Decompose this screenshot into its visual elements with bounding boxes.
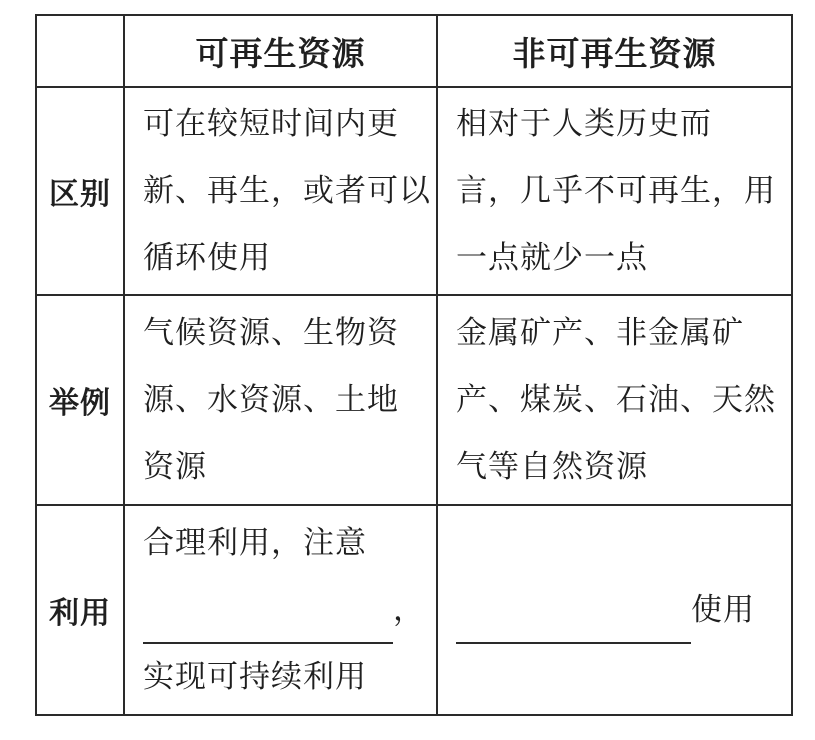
text-line: 实现可持续利用 bbox=[143, 658, 367, 695]
fill-blank-line bbox=[143, 577, 424, 644]
text-line: 气等自然资源 bbox=[456, 448, 648, 485]
header-renewable: 可再生资源 bbox=[124, 15, 437, 87]
row-label-difference: 区别 bbox=[36, 87, 124, 295]
fill-in-blank[interactable] bbox=[143, 608, 393, 644]
cell-utilization-nonrenewable bbox=[437, 505, 792, 715]
text-line: 气候资源、生物资 bbox=[143, 314, 399, 351]
text-line: 产、煤炭、石油、天然 bbox=[456, 381, 776, 418]
cell-utilization-renewable bbox=[124, 505, 437, 715]
text-line: 可在较短时间内更 bbox=[143, 105, 399, 142]
cell-examples-nonrenewable bbox=[437, 295, 792, 505]
cell-examples-renewable bbox=[124, 295, 437, 505]
cell-difference-renewable bbox=[124, 87, 437, 295]
blank-suffix: 使用 bbox=[691, 591, 755, 628]
text-line: 源、水资源、土地 bbox=[143, 381, 399, 418]
row-label-utilization: 利用 bbox=[36, 505, 124, 715]
header-nonrenewable: 非可再生资源 bbox=[437, 15, 792, 87]
text-line: 循环使用 bbox=[143, 239, 271, 276]
text-line: 合理利用，注意 bbox=[143, 524, 367, 561]
table-row-difference bbox=[36, 87, 792, 295]
text-line: 言，几乎不可再生，用 bbox=[456, 172, 776, 209]
text-line: 相对于人类历史而 bbox=[456, 105, 712, 142]
fill-blank-line bbox=[456, 577, 779, 644]
cell-difference-nonrenewable bbox=[437, 87, 792, 295]
text-line: 金属矿产、非金属矿 bbox=[456, 314, 744, 351]
header-corner-cell bbox=[36, 15, 124, 87]
text-line: 资源 bbox=[143, 448, 207, 485]
text-line: 新、再生，或者可以 bbox=[143, 172, 431, 209]
fill-in-blank[interactable] bbox=[456, 608, 691, 644]
resource-comparison-table bbox=[35, 14, 793, 716]
text-line: 一点就少一点 bbox=[456, 239, 648, 276]
table-row-examples bbox=[36, 295, 792, 505]
table-row-utilization bbox=[36, 505, 792, 715]
table-header-row bbox=[36, 15, 792, 87]
row-label-examples: 举例 bbox=[36, 295, 124, 505]
blank-suffix: ， bbox=[393, 591, 425, 628]
